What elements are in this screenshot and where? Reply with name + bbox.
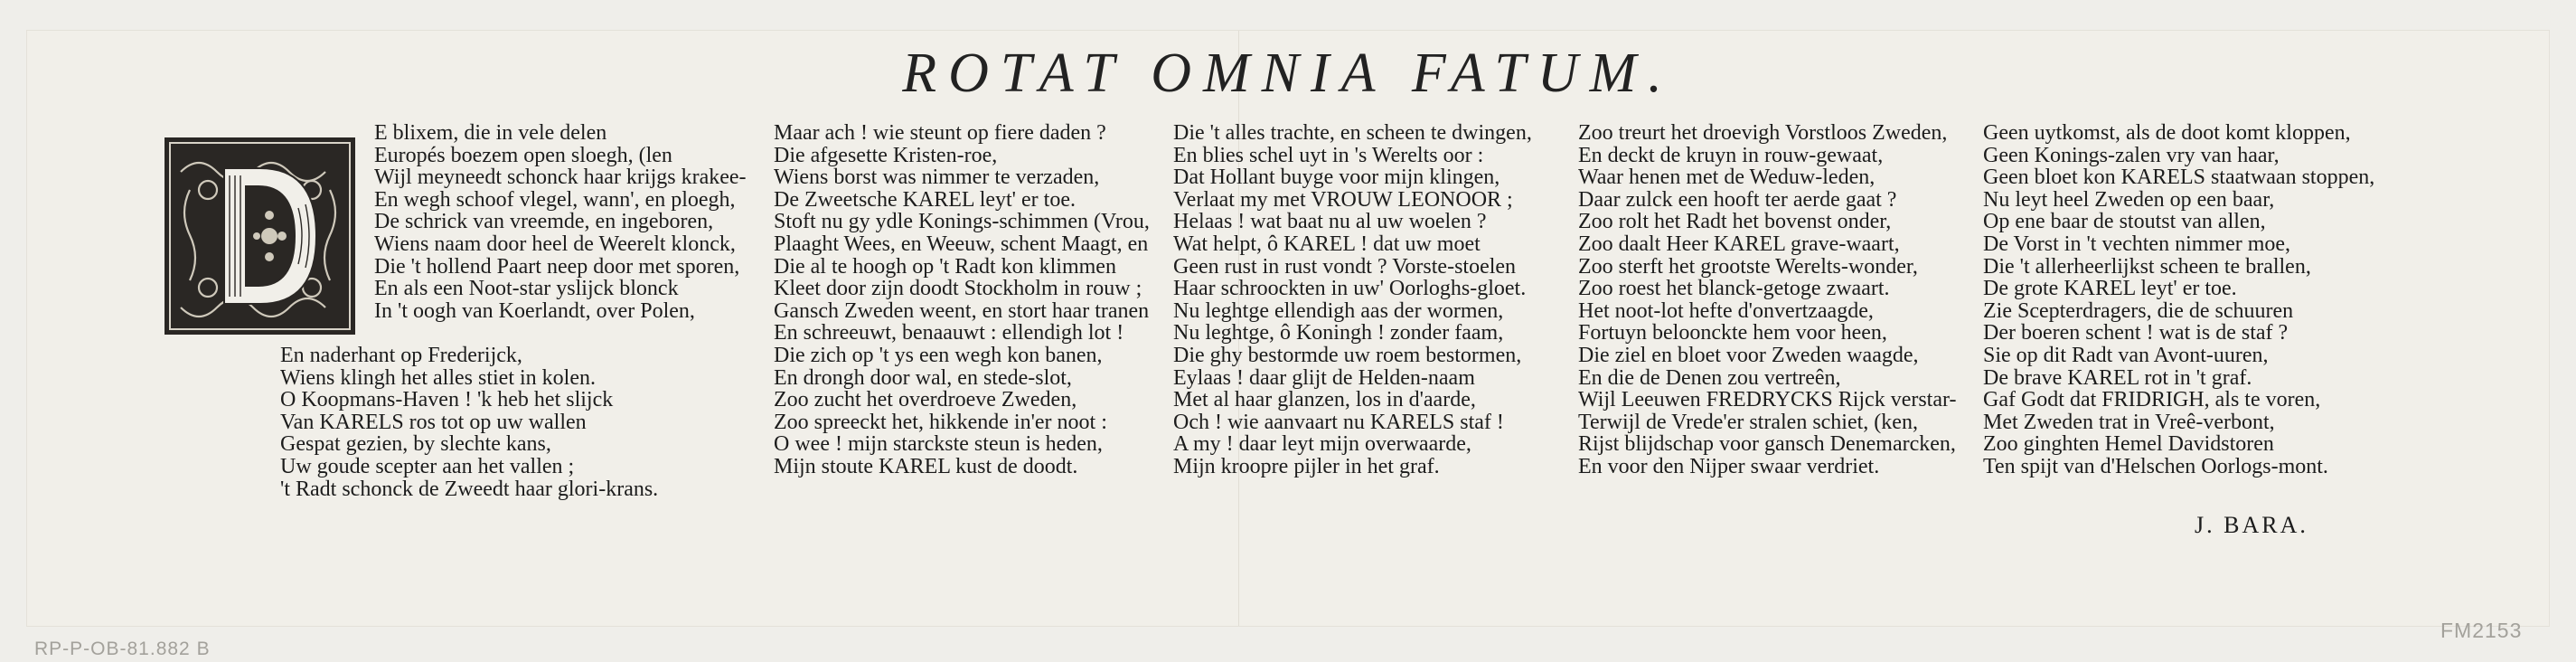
- verse-line: Zoo daalt Heer KAREL grave-waart,: [1578, 232, 1900, 256]
- verse-line: En drongh door wal, en stede-slot,: [774, 365, 1072, 390]
- verse-line: Zoo spreeckt het, hikkende in'er noot :: [774, 410, 1107, 434]
- verse-line: Haar schroockten in uw' Oorloghs-gloet.: [1173, 277, 1527, 301]
- verse-line: Zie Scepterdragers, die de schuuren: [1983, 298, 2294, 323]
- verse-line: Mijn kroopre pijler in het graf.: [1173, 454, 1440, 478]
- verse-line: Mijn stoute KAREL kust de doodt.: [774, 454, 1078, 478]
- verse-line: Zoo sterft het grootste Werelts-wonder,: [1578, 254, 1918, 279]
- verse-line: En wegh schoof vlegel, wann', en ploegh,: [374, 187, 736, 212]
- verse-line: Die 't hollend Paart neep door met sporen,: [374, 254, 740, 279]
- verse-line: Maar ach ! wie steunt op fiere daden ?: [774, 121, 1106, 145]
- column-1-below-initial: [280, 345, 658, 500]
- poem-title: ROTAT OMNIA FATUM.: [902, 43, 1674, 104]
- verse-line: Geen uytkomst, als de doot komt kloppen,: [1983, 121, 2351, 145]
- verse-line: Gespat gezien, by slechte kans,: [280, 432, 551, 457]
- verse-line: En als een Noot-star yslijck blonck: [374, 277, 679, 301]
- verse-line: Fortuyn beloonckte hem voor heen,: [1578, 321, 1887, 345]
- verse-line: A my ! daar leyt mijn overwaarde,: [1173, 432, 1471, 457]
- verse-line: 't Radt schonck de Zweedt haar glori-krans.: [280, 477, 659, 501]
- collection-mark: FM2153: [2440, 619, 2523, 642]
- verse-line: Met Zweden trat in Vreê-verbont,: [1983, 410, 2275, 434]
- author-signature: J. BARA.: [2195, 512, 2308, 538]
- column-1-beside-initial: [374, 122, 747, 322]
- column-2: [774, 122, 1150, 478]
- verse-line: En voor den Nijper swaar verdriet.: [1578, 454, 1880, 478]
- column-3: [1173, 122, 1532, 478]
- verse-line: Zoo roest het blanck-getoge zwaart.: [1578, 277, 1890, 301]
- inventory-number: RP-P-OB-81.882 B: [34, 638, 211, 659]
- verse-line: Daar zulck een hooft ter aerde gaat ?: [1578, 187, 1897, 212]
- verse-line: Wiens klingh het alles stiet in kolen.: [280, 365, 596, 390]
- verse-line: Op ene baar de stoutst van allen,: [1983, 210, 2266, 234]
- verse-line: Terwijl de Vrede'er stralen schiet, (ken,: [1578, 410, 1918, 434]
- verse-line: En deckt de kruyn in rouw-gewaat,: [1578, 143, 1884, 167]
- column-5: [1983, 122, 2374, 478]
- verse-line: Waar henen met de Weduw-leden,: [1578, 166, 1876, 190]
- verse-line: Rijst blijdschap voor gansch Denemarcken,: [1578, 432, 1956, 457]
- ornamental-initial-d: [163, 136, 357, 336]
- verse-line: De Vorst in 't vechten nimmer moe,: [1983, 232, 2291, 256]
- verse-line: Geen bloet kon KARELS staatwaan stoppen,: [1983, 166, 2375, 190]
- verse-line: Zoo ginghten Hemel Davidstoren: [1983, 432, 2274, 457]
- verse-line: Zoo rolt het Radt het bovenst onder,: [1578, 210, 1892, 234]
- verse-line: Zoo zucht het overdroeve Zweden,: [774, 388, 1077, 412]
- verse-line: Geen rust in rust vondt ? Vorste-stoelen: [1173, 254, 1517, 279]
- verse-line: Die zich op 't ys een wegh kon banen,: [774, 343, 1103, 367]
- verse-line: Wijl Leeuwen FREDRYCKS Rijck verstar-: [1578, 388, 1957, 412]
- verse-line: E blixem, die in vele delen: [374, 121, 607, 145]
- verse-line: Kleet door zijn doodt Stockholm in rouw ;: [774, 277, 1142, 301]
- column-4: [1578, 122, 1957, 478]
- verse-line: Gaf Godt dat FRIDRIGH, als te voren,: [1983, 388, 2321, 412]
- verse-line: Ten spijt van d'Helschen Oorlogs-mont.: [1983, 454, 2328, 478]
- verse-line: Die al te hoogh op 't Radt kon klimmen: [774, 254, 1116, 279]
- verse-line: Wat helpt, ô KAREL ! dat uw moet: [1173, 232, 1481, 256]
- verse-line: En blies schel uyt in 's Werelts oor :: [1173, 143, 1484, 167]
- verse-line: Het noot-lot hefte d'onvertzaagde,: [1578, 298, 1874, 323]
- verse-line: Och ! wie aanvaart nu KARELS staf !: [1173, 410, 1504, 434]
- verse-line: Wiens naam door heel de Weerelt klonck,: [374, 232, 736, 256]
- verse-line: En naderhant op Frederijck,: [280, 344, 522, 367]
- verse-line: Geen Konings-zalen vry van haar,: [1983, 143, 2280, 167]
- verse-line: De brave KAREL rot in 't graf.: [1983, 365, 2252, 390]
- verse-line: Verlaat my met VROUW LEONOOR ;: [1173, 187, 1513, 212]
- verse-line: Gansch Zweden weent, en stort haar tranen: [774, 298, 1150, 323]
- verse-line: Wijl meyneedt schonck haar krijgs krakee-: [374, 166, 747, 190]
- verse-line: Plaaght Wees, en Weeuw, schent Maagt, en: [774, 232, 1149, 256]
- verse-line: Wiens borst was nimmer te verzaden,: [774, 166, 1100, 190]
- verse-line: Die afgesette Kristen-roe,: [774, 143, 998, 167]
- verse-line: Zoo treurt het droevigh Vorstloos Zweden,: [1578, 121, 1948, 145]
- verse-line: Uw goude scepter aan het vallen ;: [280, 454, 575, 478]
- verse-line: Nu leghtge, ô Koningh ! zonder faam,: [1173, 321, 1504, 345]
- verse-line: Die ziel en bloet voor Zweden waagde,: [1578, 343, 1919, 367]
- verse-line: Der boeren schent ! wat is de staf ?: [1983, 321, 2289, 345]
- verse-line: O Koopmans-Haven ! 'k heb het slijck: [280, 388, 614, 412]
- verse-line: Die ghy bestormde uw roem bestormen,: [1173, 343, 1522, 367]
- verse-line: De Zweetsche KAREL leyt' er toe.: [774, 187, 1076, 212]
- verse-line: Die 't allerheerlijkst scheen te brallen,: [1983, 254, 2311, 279]
- verse-line: Die 't alles trachte, en scheen te dwingen,: [1173, 121, 1532, 145]
- verse-line: En schreeuwt, benaauwt : ellendigh lot !: [774, 321, 1124, 345]
- verse-line: Sie op dit Radt van Avont-uuren,: [1983, 343, 2269, 367]
- verse-line: O wee ! mijn starckste steun is heden,: [774, 432, 1103, 457]
- verse-line: De grote KAREL leyt' er toe.: [1983, 277, 2237, 301]
- verse-line: Met al haar glanzen, los in d'aarde,: [1173, 388, 1476, 412]
- verse-line: In 't oogh van Koerlandt, over Polen,: [374, 298, 695, 323]
- verse-line: Dat Hollant buyge voor mijn klingen,: [1173, 166, 1500, 190]
- verse-line: Van KARELS ros tot op uw wallen: [280, 410, 587, 434]
- verse-line: Stoft nu gy ydle Konings-schimmen (Vrou,: [774, 210, 1150, 234]
- verse-line: De schrick van vreemde, en ingeboren,: [374, 210, 714, 234]
- verse-line: Nu leghtge ellendigh aas der wormen,: [1173, 298, 1504, 323]
- verse-line: Eylaas ! daar glijt de Helden-naam: [1173, 365, 1475, 390]
- verse-line: Nu leyt heel Zweden op een baar,: [1983, 187, 2275, 212]
- verse-line: Europés boezem open sloegh, (len: [374, 143, 672, 167]
- verse-line: Helaas ! wat baat nu al uw woelen ?: [1173, 210, 1487, 234]
- verse-line: En die de Denen zou vertreên,: [1578, 365, 1841, 390]
